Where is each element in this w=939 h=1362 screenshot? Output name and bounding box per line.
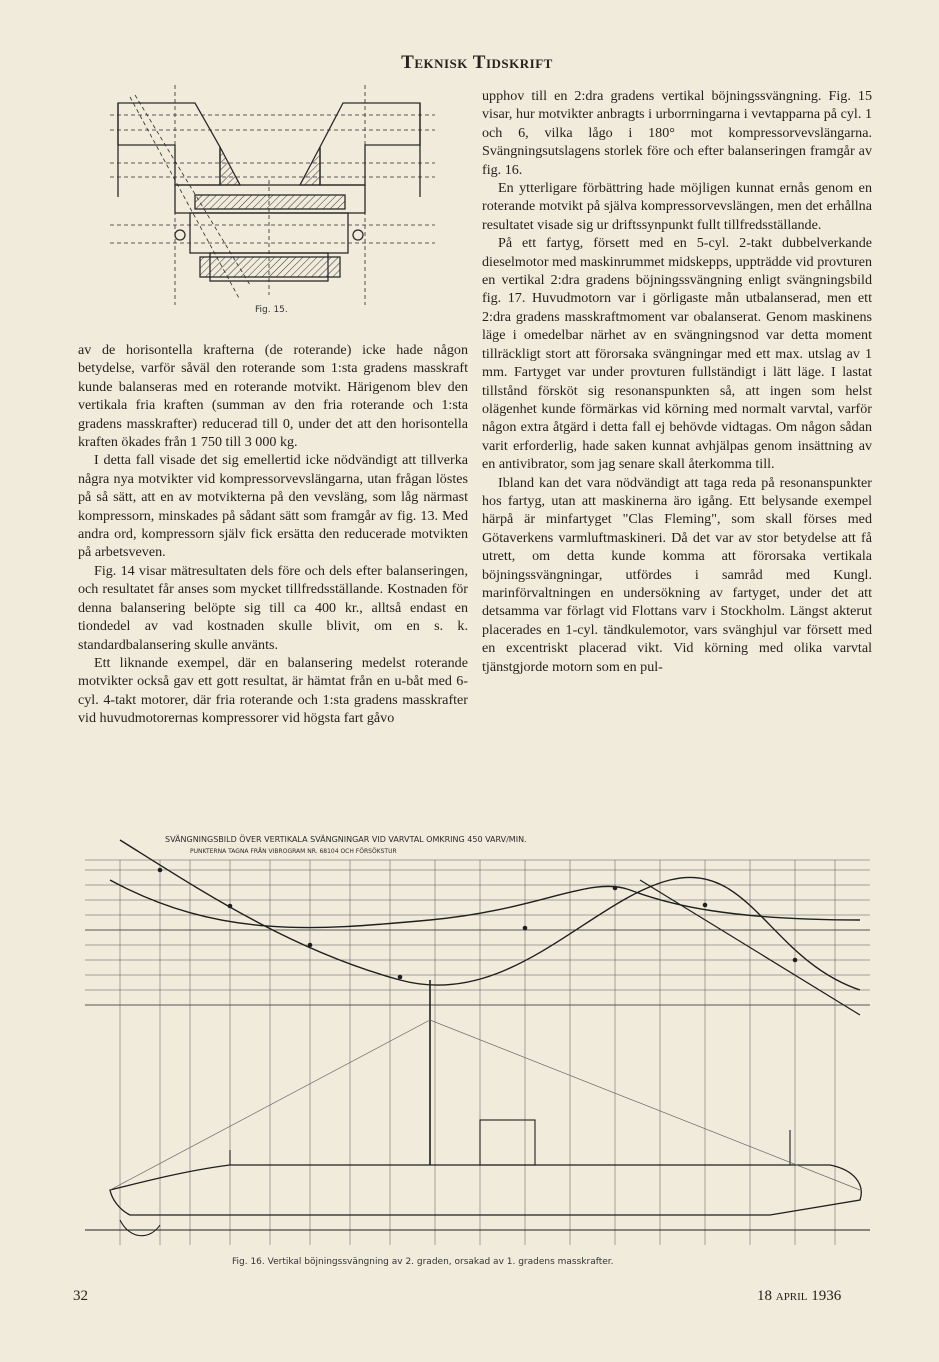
fig15-drawing xyxy=(100,85,445,310)
fig16-drawing xyxy=(70,820,880,1250)
fig15-caption: Fig. 15. xyxy=(255,305,288,315)
right-text-column xyxy=(482,87,872,676)
right-paragraph: Ibland kan det vara nödvändigt att taga reda på resonanspunkter hos fartyg, utan att maskinerna äro igång. Ett belysande exempel härpå är minfartyget "Clas Fleming", som skall förses med Götaverkens varmluftmaskineri. Då det var av stor betydelse att få utrett, om detta kunde komma att förorsaka vertikala böjningssvängningar, utfördes i samråd med Kungl. marinförvaltningen en undersökning av fartyget, under det att detsamma var förlagt vid Flottans varv i Stockholm. Längst akterut placerades en 1-cyl. tändkulemotor, vars svänghjul var försett med en excentriskt placerad vikt. Vid körning med olika varvtal tjänstgjorde motorn som en pul- xyxy=(482,474,872,675)
left-text-column xyxy=(78,341,468,728)
fig16-subtitle: PUNKTERNA TAGNA FRÅN VIBROGRAM NR. 68104 OCH FÖRSÖKSTUR xyxy=(190,848,397,855)
right-paragraph: En ytterligare förbättring hade möjligen kunnat ernås genom en roterande motvikt på själva kompressorvevslängen, men det erhållna resultatet visade sig ur driftssynpunkt fullt tillfredsställande. xyxy=(482,180,872,233)
left-paragraph: I detta fall visade det sig emellertid icke nödvändigt att tillverka några nya motvikter vid kompressorvevslängarna, utan frågan löstes på så sätt, att en av motvikterna på den vevsläng, som låg närmast kompressorn, minskades på sådant sätt som framgår av fig. 13. Med andra ord, kompressorn själv fick ersätta den reducerade motvikten på arbetsveven. xyxy=(78,452,468,561)
right-paragraph: upphov till en 2:dra gradens vertikal böjningssvängning. Fig. 15 visar, hur motvikter anbragts i urborrningarna i vevtapparna på cyl. 1 och 6, vilka lågo i 180° mot kompressorvevslängarna. Svängningsutslagens storlek före och efter balanseringen framgår av fig. 16. xyxy=(482,88,872,178)
page-number: 32 xyxy=(73,1288,88,1304)
left-paragraph: av de horisontella krafterna (de roterande) icke hade någon betydelse, varför såväl den roterande som 1:sta gradens masskraft kunde balanseras med en roterande motvikt. Härigenom blev den vertikala fria kraften (summan av den fria roterande och 1:sta gradens masskrafter) reducerad till 0, under det att den horisontella kraften ökades från 1 750 till 3 000 kg. xyxy=(78,342,468,451)
fig16-caption: Fig. 16. Vertikal böjningssvängning av 2. graden, orsakad av 1. gradens masskrafter. xyxy=(232,1257,614,1267)
issue-date: 18 april 1936 xyxy=(757,1288,842,1304)
right-paragraph: På ett fartyg, försett med en 5-cyl. 2-takt dubbelverkande dieselmotor med maskinrummet midskepps, uppträdde vid provturen en vertikal 2:dra gradens böjningssvängning enligt svängningsbild fig. 17. Huvudmotorn var i görligaste mån utbalanserad, men ett 2:dra gradens masskraftmoment var obalanserat. Genom maskinens läge i omedelbar närhet av en svängningsnod var detta moment tillräckligt stort att förorsaka svängningar med ett max. utslag av 1 mm. Fartyget var under provturen fullständigt i lätt läge. I lastat tillstånd försköt sig resonanspunkten så, att ingen som helst olägenhet kunde förmärkas vid körning med normalt varvtal, varför någon extra åtgärd i detta fall ej behövde vidtagas. Om någon sådan varit erforderlig, hade saken kunnat avhjälpas genom insättning av en antivibrator, som jag senare skall återkomma till. xyxy=(482,235,872,473)
page-header-title: Teknisk Tidskrift xyxy=(401,52,553,73)
left-paragraph: Ett liknande exempel, där en balansering medelst roterande motvikter också gav ett gott resultat, är hämtat från en u-båt med 6-cyl. 4-takt motorer, där fria roterande och 1:sta gradens masskrafter vid huvudmotorernas kompressorer vid högsta fart gåvo xyxy=(78,654,468,727)
left-paragraph: Fig. 14 visar mätresultaten dels före och dels efter balanseringen, och resultatet får anses som mycket tillfredsställande. Kostnaden för denna balansering belöpte sig till ca 400 kr., alltså endast en tiondedel av vad kostnaden skulle blivit, om en s. k. standardbalansering skulle använts. xyxy=(78,562,468,653)
fig16-title: SVÄNGNINGSBILD ÖVER VERTIKALA SVÄNGNINGAR VID VARVTAL OMKRING 450 VARV/MIN. xyxy=(165,835,527,844)
